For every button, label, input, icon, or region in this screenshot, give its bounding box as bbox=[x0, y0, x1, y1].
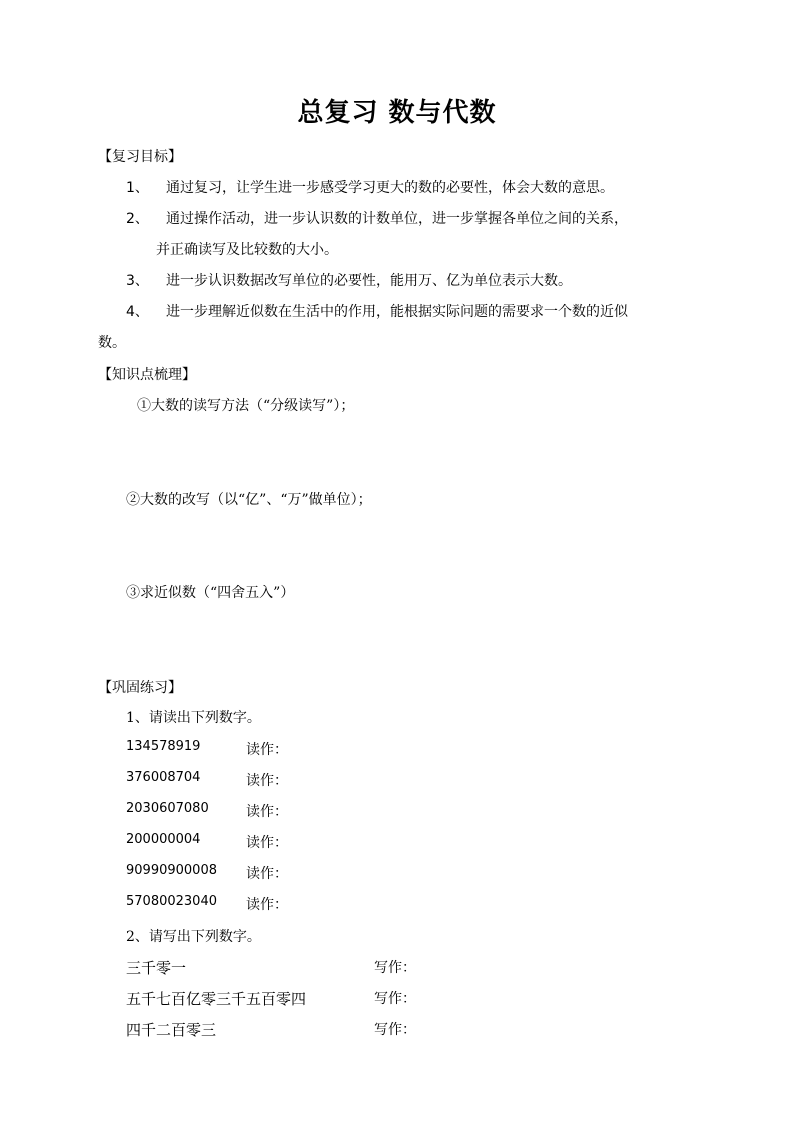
write-item: 三千零一 bbox=[126, 959, 187, 977]
knowledge-point-3: ③求近似数（“四舍五入”） bbox=[126, 585, 295, 601]
read-number: 376008704 bbox=[126, 770, 201, 785]
write-answer-label: 写作： bbox=[374, 991, 416, 1007]
read-answer-label: 读作： bbox=[246, 835, 288, 851]
read-answer-label: 读作： bbox=[246, 804, 288, 820]
read-number: 200000004 bbox=[126, 832, 201, 847]
page-title: 总复习 数与代数 bbox=[297, 98, 497, 128]
read-answer-label: 读作： bbox=[246, 866, 288, 882]
read-number: 2030607080 bbox=[126, 801, 209, 816]
question-1-prompt: 1、请读出下列数字。 bbox=[126, 710, 261, 726]
read-answer-label: 读作： bbox=[246, 773, 288, 789]
write-item: 四千二百零三 bbox=[126, 1021, 217, 1039]
write-item: 五千七百亿零三千五百零四 bbox=[126, 990, 307, 1008]
read-number: 134578919 bbox=[126, 739, 201, 754]
knowledge-point-1: ①大数的读写方法（“分级读写”）； bbox=[137, 398, 355, 414]
goal-3-text: 进一步认识数据改写单位的必要性，能用万、亿为单位表示大数。 bbox=[166, 273, 572, 289]
goal-1-number: 1、 bbox=[126, 180, 149, 196]
read-number: 57080023040 bbox=[126, 894, 217, 909]
goal-1-text: 通过复习，让学生进一步感受学习更大的数的必要性，体会大数的意思。 bbox=[166, 180, 614, 196]
practice-heading: 【巩固练习】 bbox=[98, 680, 182, 696]
goal-4-continuation: 数。 bbox=[98, 335, 126, 351]
knowledge-heading: 【知识点梳理】 bbox=[98, 367, 196, 383]
knowledge-point-2: ②大数的改写（以“亿”、“万”做单位）； bbox=[126, 492, 372, 508]
goal-4-text: 进一步理解近似数在生活中的作用，能根据实际问题的需要求一个数的近似 bbox=[166, 304, 628, 320]
write-answer-label: 写作： bbox=[374, 960, 416, 976]
question-2-prompt: 2、请写出下列数字。 bbox=[126, 929, 261, 945]
goal-3-number: 3、 bbox=[126, 273, 149, 289]
goal-2-text: 通过操作活动，进一步认识数的计数单位，进一步掌握各单位之间的关系， bbox=[166, 211, 628, 227]
goal-4-number: 4、 bbox=[126, 304, 149, 320]
goal-2-number: 2、 bbox=[126, 211, 149, 227]
goal-2-continuation: 并正确读写及比较数的大小。 bbox=[156, 242, 338, 258]
goals-heading: 【复习目标】 bbox=[98, 149, 182, 165]
write-answer-label: 写作： bbox=[374, 1022, 416, 1038]
read-number: 90990900008 bbox=[126, 863, 217, 878]
read-answer-label: 读作： bbox=[246, 897, 288, 913]
read-answer-label: 读作： bbox=[246, 742, 288, 758]
